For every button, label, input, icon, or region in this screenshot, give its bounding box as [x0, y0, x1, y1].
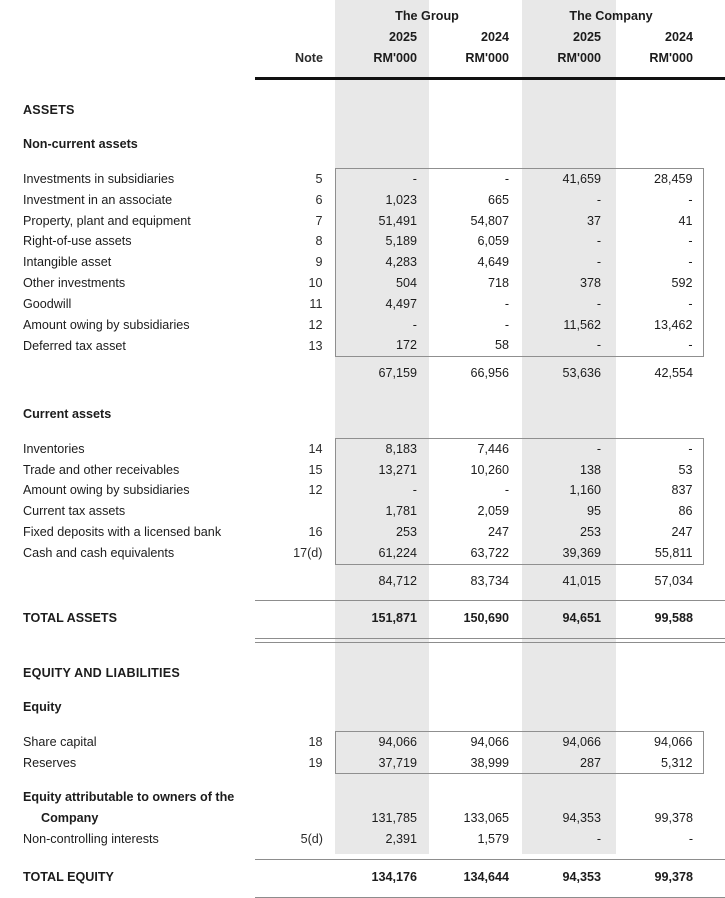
row-label: Cash and cash equivalents	[23, 546, 175, 561]
row-value-company-2025: -	[519, 438, 611, 459]
row-value-company-2024: -	[611, 231, 703, 252]
section-heading-equity-liabilities-label: EQUITY AND LIABILITIES	[23, 666, 180, 681]
column-group-header-the-group: The Group	[395, 9, 459, 23]
row-value-company-2024: 94,066	[611, 731, 703, 752]
row-value-group-2024: 7,446	[427, 438, 519, 459]
subtotal-value-group-2024: 66,956	[470, 366, 510, 381]
row-equity-attributable-line1	[0, 787, 725, 808]
table-row	[0, 753, 725, 774]
years-spacer-right	[703, 27, 725, 48]
table-row	[0, 168, 725, 189]
row-note	[255, 501, 335, 522]
spacer-after-top-rule	[0, 80, 725, 100]
column-group-header-the-company: The Company	[569, 9, 653, 23]
header-unit-company-2025: RM'000	[557, 50, 602, 65]
total-equity-label: TOTAL EQUITY	[23, 869, 114, 884]
row-label: Current tax assets	[23, 504, 126, 519]
spacer-before-top-rule	[0, 68, 725, 79]
row-value-company-2024: 13,462	[611, 315, 703, 336]
row-value-company-2024: 837	[611, 480, 703, 501]
equity-attributable-label-line2: Company	[41, 811, 99, 826]
subtotal-row-non-current-assets	[0, 357, 725, 384]
row-value-group-2024: 54,807	[470, 213, 510, 228]
subtotal-row-current-assets	[0, 564, 725, 591]
row-value-company-2025: 138	[580, 462, 602, 477]
total-row-assets	[0, 601, 725, 629]
total-equity-value-group-2025: 134,176	[371, 869, 417, 884]
header-spacer-right	[703, 0, 725, 27]
header-unit-company-2024: RM'000	[649, 50, 694, 65]
row-value-group-2025: 5,189	[335, 231, 427, 252]
equity-attributable-value-company-2025: 94,353	[562, 811, 602, 826]
row-value-group-2024: -	[504, 317, 510, 332]
row-value-group-2024: 58	[427, 335, 519, 356]
subtotal-note-current	[255, 564, 335, 591]
non-controlling-value-company-2024: -	[688, 831, 694, 846]
total-equity-value-company-2025: 94,353	[562, 869, 602, 884]
row-value-group-2024: 2,059	[477, 504, 510, 519]
row-value-company-2024: 41	[611, 211, 703, 232]
row-value-group-2025: 8,183	[335, 438, 427, 459]
section-heading-equity-and-liabilities	[0, 663, 725, 684]
row-note: 15	[308, 462, 323, 477]
header-row-units	[0, 48, 725, 69]
row-value-company-2025: 1,160	[569, 483, 602, 498]
row-value-company-2024: 86	[611, 501, 703, 522]
equity-attributable-label-line1: Equity attributable to owners of the	[23, 790, 235, 805]
row-value-group-2024: 38,999	[427, 753, 519, 774]
row-label: Reserves	[23, 756, 77, 771]
header-note-label: Note	[295, 50, 323, 65]
subtotal-value-company-2025: 53,636	[562, 366, 602, 381]
units-spacer-label	[0, 48, 255, 69]
table-row	[0, 438, 725, 459]
rule-below-total-equity	[0, 897, 725, 898]
table-row	[0, 190, 725, 211]
header-unit-group-2024: RM'000	[465, 50, 510, 65]
subtotal-value-company-2025: 41,015	[562, 573, 602, 588]
header-year-company-2024: 2024	[664, 29, 694, 44]
spacer-current	[0, 425, 725, 439]
table-row	[0, 273, 725, 294]
row-value-group-2025: 51,491	[335, 211, 427, 232]
section-heading-assets	[0, 100, 725, 121]
non-controlling-value-group-2024: 1,579	[477, 831, 510, 846]
row-equity-attributable	[0, 808, 725, 829]
row-value-company-2025: 41,659	[519, 168, 611, 189]
row-value-company-2024: 247	[611, 522, 703, 543]
row-value-group-2025: 1,781	[335, 501, 427, 522]
table-row	[0, 543, 725, 564]
row-value-company-2025: 378	[580, 275, 602, 290]
row-value-company-2025: -	[596, 234, 602, 249]
equity-attributable-value-group-2024: 133,065	[463, 811, 510, 826]
row-value-company-2025: 37	[587, 213, 602, 228]
row-label: Property, plant and equipment	[23, 213, 191, 228]
row-value-company-2025: 253	[580, 524, 602, 539]
subtotal-value-company-2024: 57,034	[654, 573, 694, 588]
header-row-entities	[0, 0, 725, 27]
row-value-group-2025: 4,283	[335, 252, 427, 273]
subtotal-value-group-2024: 83,734	[470, 573, 510, 588]
row-note: 9	[315, 255, 323, 270]
subtotal-label-current	[0, 564, 255, 591]
subtotal-value-company-2024: 42,554	[654, 366, 694, 381]
row-note: 5	[315, 171, 323, 186]
years-spacer-label	[0, 27, 255, 48]
row-label: Inventories	[23, 441, 85, 456]
row-value-group-2024: 665	[488, 192, 510, 207]
total-assets-value-group-2024: 150,690	[463, 611, 510, 626]
row-note: 12	[308, 483, 323, 498]
row-note: 16	[308, 524, 323, 539]
row-note: 6	[315, 192, 323, 207]
years-spacer-note	[255, 27, 335, 48]
spacer-after-total-assets	[0, 629, 725, 639]
non-controlling-label: Non-controlling interests	[23, 831, 159, 846]
row-value-company-2024: -	[611, 335, 703, 356]
row-label: Goodwill	[23, 296, 72, 311]
row-note: 17(d)	[293, 546, 323, 561]
section-heading-non-current-assets	[0, 134, 725, 155]
row-note: 7	[315, 213, 323, 228]
spacer-before-equity	[0, 643, 725, 664]
equity-attributable-value-group-2025: 131,785	[371, 811, 417, 826]
row-label: Intangible asset	[23, 255, 112, 270]
row-value-group-2024: 718	[488, 275, 510, 290]
table-row	[0, 522, 725, 543]
row-label: Trade and other receivables	[23, 462, 180, 477]
section-heading-equity	[0, 697, 725, 718]
row-note: 19	[308, 756, 323, 771]
table-row	[0, 480, 725, 501]
row-note: 13	[308, 338, 323, 353]
row-value-company-2024: -	[611, 252, 703, 273]
row-value-company-2025: 39,369	[519, 543, 611, 564]
row-value-group-2025: 253	[335, 522, 427, 543]
row-value-group-2025: -	[335, 168, 427, 189]
table-row	[0, 501, 725, 522]
row-label: Share capital	[23, 734, 97, 749]
spacer-before-attributable	[0, 774, 725, 788]
spacer-before-current-assets	[0, 384, 725, 404]
header-year-group-2024: 2024	[480, 29, 510, 44]
row-value-company-2025: -	[519, 335, 611, 356]
header-spacer-label	[0, 0, 255, 27]
table-row	[0, 335, 725, 356]
row-label: Amount owing by subsidiaries	[23, 483, 190, 498]
row-value-company-2025: -	[596, 255, 602, 270]
table-row	[0, 460, 725, 481]
row-value-group-2025: 61,224	[335, 543, 427, 564]
row-label: Investments in subsidiaries	[23, 171, 175, 186]
spacer-before-total-equity	[0, 850, 725, 860]
row-value-company-2025: 287	[519, 753, 611, 774]
row-value-company-2024: 592	[611, 273, 703, 294]
row-value-group-2024: 94,066	[427, 731, 519, 752]
row-note: 11	[309, 296, 323, 311]
subtotal-value-group-2025: 84,712	[378, 573, 417, 588]
section-heading-current-assets	[0, 404, 725, 425]
row-value-company-2025: 11,562	[563, 317, 602, 332]
header-spacer-note	[255, 0, 335, 27]
section-heading-equity-label: Equity	[23, 699, 62, 714]
equity-attributable-note	[255, 808, 335, 829]
row-value-group-2025: 1,023	[335, 190, 427, 211]
non-controlling-value-group-2025: 2,391	[385, 831, 417, 846]
units-spacer-right	[703, 48, 725, 69]
row-note: 12	[308, 317, 323, 332]
subtotal-note-non-current	[255, 357, 335, 384]
row-value-group-2025: 13,271	[335, 460, 427, 481]
row-value-group-2025: 172	[335, 335, 427, 356]
total-assets-value-company-2024: 99,588	[654, 611, 694, 626]
header-unit-group-2025: RM'000	[373, 50, 417, 65]
row-label: Other investments	[23, 275, 126, 290]
header-year-company-2025: 2025	[572, 29, 602, 44]
total-assets-label: TOTAL ASSETS	[23, 611, 117, 626]
total-equity-value-group-2024: 134,644	[463, 869, 510, 884]
row-value-company-2024: -	[611, 438, 703, 459]
row-value-group-2024: 6,059	[477, 234, 510, 249]
row-value-group-2024: -	[427, 168, 519, 189]
row-label: Investment in an associate	[23, 192, 173, 207]
row-value-group-2025: 94,066	[335, 731, 427, 752]
section-heading-assets-label: ASSETS	[23, 103, 75, 118]
subtotal-value-group-2025: 67,159	[378, 366, 417, 381]
header-year-group-2025: 2025	[388, 29, 417, 44]
row-value-company-2025: -	[596, 296, 602, 311]
row-note: 8	[315, 234, 323, 249]
section-heading-current-assets-label: Current assets	[23, 406, 112, 421]
table-row	[0, 211, 725, 232]
spacer-non-current	[0, 155, 725, 169]
row-value-group-2025: 37,719	[335, 753, 427, 774]
row-value-group-2025: -	[335, 315, 427, 336]
row-value-group-2025: 4,497	[335, 294, 427, 315]
row-label: Right-of-use assets	[23, 234, 132, 249]
spacer-after-total-equity	[0, 888, 725, 898]
row-label: Fixed deposits with a licensed bank	[23, 524, 222, 539]
spacer-equity-heading	[0, 684, 725, 697]
row-note: 10	[308, 275, 323, 290]
row-value-group-2024: 63,722	[427, 543, 519, 564]
table-row	[0, 731, 725, 752]
row-value-group-2024: 4,649	[477, 255, 510, 270]
table-row	[0, 315, 725, 336]
non-controlling-note: 5(d)	[300, 831, 323, 846]
row-value-group-2025: 504	[335, 273, 427, 294]
row-value-group-2024: 247	[488, 524, 510, 539]
row-value-company-2024: 53	[611, 460, 703, 481]
row-value-group-2024: 10,260	[470, 462, 510, 477]
header-row-years	[0, 27, 725, 48]
table-row	[0, 252, 725, 273]
spacer-equity-rows	[0, 718, 725, 732]
total-assets-value-group-2025: 151,871	[371, 611, 417, 626]
row-value-company-2024: 55,811	[611, 543, 703, 564]
total-row-equity	[0, 860, 725, 888]
row-value-group-2025: -	[335, 480, 427, 501]
row-non-controlling-interests	[0, 829, 725, 850]
row-value-company-2025: 94,066	[519, 731, 611, 752]
row-note: 18	[308, 734, 323, 749]
row-value-company-2024: -	[611, 294, 703, 315]
total-equity-value-company-2024: 99,378	[654, 869, 694, 884]
equity-attributable-value-company-2024: 99,378	[654, 811, 694, 826]
section-heading-non-current-assets-label: Non-current assets	[23, 137, 138, 152]
row-label: Amount owing by subsidiaries	[23, 317, 190, 332]
row-value-company-2024: -	[611, 190, 703, 211]
row-value-company-2024: 28,459	[611, 168, 703, 189]
row-label: Deferred tax asset	[23, 338, 126, 353]
row-value-company-2024: 5,312	[611, 753, 703, 774]
non-controlling-value-company-2025: -	[596, 831, 602, 846]
table-row	[0, 294, 725, 315]
spacer-before-total-assets	[0, 591, 725, 601]
total-assets-value-company-2025: 94,651	[562, 611, 602, 626]
row-note: 14	[308, 441, 323, 456]
table-row	[0, 231, 725, 252]
subtotal-label-non-current	[0, 357, 255, 384]
row-value-company-2025: 95	[587, 504, 602, 519]
row-value-group-2024: -	[504, 296, 510, 311]
row-value-company-2025: -	[596, 192, 602, 207]
row-value-group-2024: -	[504, 483, 510, 498]
spacer-assets	[0, 121, 725, 134]
